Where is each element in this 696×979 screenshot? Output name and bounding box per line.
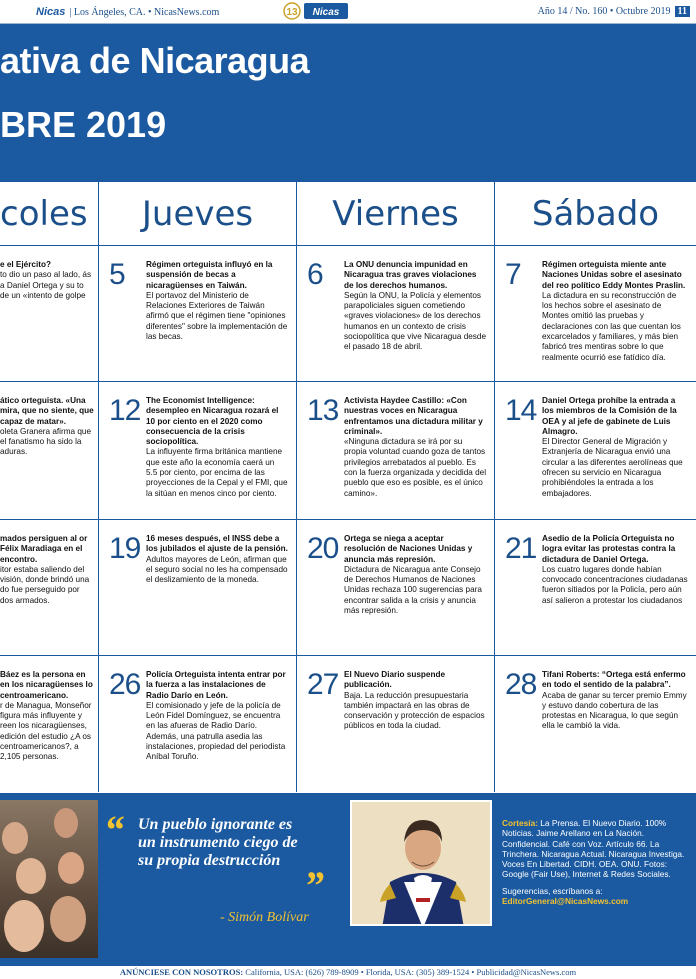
- day-number: 6: [307, 258, 323, 291]
- calendar-grid: [0, 182, 696, 792]
- day-number: 19: [109, 532, 141, 565]
- cell-text: Daniel Ortega prohíbe la entrada a los miembros de la Comisión de la OEA y al jefe de gabinete de Luis Almagro. El Director General de Migración y Extranjería de Nicaragua envió una circular a las diferentes aerolíneas que ofrecen su servicio en Nicaragua prohibiéndoles la entrada a los embajadores.: [542, 396, 683, 498]
- day-number: 5: [109, 258, 125, 291]
- day-header-wednesday: coles: [0, 182, 99, 246]
- cell-text: Policía Orteguista intenta entrar por la fuerza a las instalaciones de Radio Darío en León. El comisionado y jefe de la policía de León Fidel Domínguez, se encuentra en las afueras de Radio Darío. Además, una patrulla asedia las instalaciones, propiedad del periodista Aníbal Toruño.: [146, 670, 286, 762]
- cell-text: 16 meses después, el INSS debe a los jubilados el ajuste de la pensión. Adultos mayores de León, afirman que el seguro social no les ha compensado el deslizamiento de la moneda.: [146, 534, 288, 585]
- header-location: [36, 6, 219, 18]
- cell-text: Activista Haydee Castillo: «Con nuestras voces en Nicaragua enfrentamos una dictadura militar y criminal». «Ninguna dictadura se irá por su propia voluntad cuando goza de tantos privilegios arrebatados al pueblo. Es con la fuerza organizada y decidida del pueblo que eso es posible, es el único camino».: [344, 396, 487, 498]
- day-number: 7: [505, 258, 521, 291]
- calendar-cell: [297, 246, 495, 382]
- cell-text: Tifani Roberts: “Ortega está enfermo en todo el sentido de la palabra”. Acaba de ganar su tercer premio Emmy y estuvo dando cobertura de las protestas en Nicaragua, lo que según ella le cambió la vida.: [542, 670, 687, 731]
- day-number: 21: [505, 532, 537, 565]
- credits-text: La Prensa. El Nuevo Diario. 100% Noticias. Jaime Arellano en La Nación. Confidencial. Café con Voz. Artículo 66. La Trinchera. Nicaragua Actual. Nicaragua Investiga. Voces En Libertad. CIDH. OEA. ONU. Fotos: Google (Fair Use), Internet & Redes Sociales.: [502, 818, 685, 880]
- svg-text:Nicas: Nicas: [312, 7, 340, 18]
- cell-text: Régimen orteguista miente ante Naciones Unidas sobre el asesinato del reo político Eddy Montes Praslin. La dictadura en su reconstrucción de los hechos sobre el asesinato de Montes omitió las pruebas y declaraciones con las que cuentan los excarcelados y familiares, y más bien fabricó tres mentiras sobre lo que realmente ocurrió ese fatídico día.: [542, 260, 686, 362]
- advertise-footer: [0, 965, 696, 979]
- calendar-cell: [0, 382, 99, 520]
- calendar-cell: [0, 656, 99, 792]
- calendar-cell: [297, 520, 495, 656]
- cell-text: Asedio de la Policía Orteguista no logra evitar las protestas contra la dictadura de Daniel Ortega. Los cuatro lugares donde habían convocado concentraciones ciudadanas fueron sitiados por la Policía, pero aún así salieron a protestar los ciudadanos: [542, 534, 688, 605]
- credits-label: Cortesía:: [502, 818, 538, 828]
- calendar-cell: [297, 382, 495, 520]
- cell-text: Régimen orteguista influyó en la suspensión de becas a nicaragüenses en Taiwán. El portavoz del Ministerio de Relaciones Exteriores de Taiwán afirmó que el régimen tiene "opiniones diferentes" sobre la implementación de las becas.: [146, 260, 288, 342]
- calendar-cell: [0, 246, 99, 382]
- bolivar-portrait: [350, 800, 492, 926]
- cell-text: e el Ejército? to dio un paso al lado, ás a Daniel Ortega y su to de un «intento de golpe: [0, 260, 92, 300]
- suggest-text: Sugerencias, escríbanos a:: [502, 885, 603, 896]
- cell-text: The Economist Intelligence: desempleo en Nicaragua rozará el 10 por ciento en el 2020 como consecuencia de la crisis sociopolítica. La influyente firma británica mantiene que este año la economía caerá un 5.5 por ciento, por encima de las proyecciones de la Cepal y el FMI, que la sitúan en menos cinco por ciento.: [146, 396, 288, 498]
- calendar-cell: [495, 246, 696, 382]
- cell-text: Ortega se niega a aceptar resolución de Naciones Unidas y anuncia más represión. Dictadura de Nicaragua ante Consejo de Derechos Humanos de Naciones Unidas rechaza 100 sugerencias para encontrar salida a la crisis y anuncia más represión.: [344, 534, 482, 616]
- running-header: [0, 0, 696, 24]
- page-number: 11: [675, 6, 690, 17]
- quote-author: - Simón Bolívar: [220, 910, 309, 925]
- calendar-cell: [495, 656, 696, 792]
- day-number: 12: [109, 394, 141, 427]
- cell-text: mados persiguen al or Félix Maradiaga en el encontro. itor estaba saliendo del visión, donde brindó una do fue perseguido por dos armados.: [0, 534, 90, 605]
- calendar-cell: [99, 656, 297, 792]
- bolivar-quote: [104, 807, 340, 950]
- quote-text: Un pueblo ignorante es un instrumento ciego de su propia destrucción: [138, 816, 298, 869]
- day-header-thursday: Jueves: [99, 182, 297, 246]
- location-text: | Los Ángeles, CA. • NicasNews.com: [69, 7, 220, 18]
- day-number: 20: [307, 532, 339, 565]
- calendar-cell: [495, 382, 696, 520]
- close-quote-icon: ”: [304, 863, 324, 908]
- anniversary-logo-icon: [282, 1, 352, 21]
- cell-text: Báez es la persona en en los nicaragüenses lo centroamericano. r de Managua, Monseñor figura más influyente y reen los nicaragüenses, edición del estudio ¿A os centroamericanos?, a 2,105 personas.: [0, 670, 93, 762]
- open-quote-icon: “: [104, 807, 124, 852]
- editor-email-link[interactable]: EditorGeneral@NicasNews.com: [502, 896, 629, 907]
- portrait-illustration-icon: [352, 802, 492, 926]
- day-header-saturday: Sábado: [495, 182, 696, 246]
- day-number: 13: [307, 394, 339, 427]
- issue-text: Año 14 / No. 160 • Octubre 2019: [537, 6, 671, 17]
- credits-block: [502, 818, 690, 912]
- calendar-cell: [0, 520, 99, 656]
- footer-contact: California, USA: (626) 789-8909 • Florida, USA: (305) 389-1524 • Publicidad@NicasNews.com: [245, 967, 577, 977]
- page-title: ativa de Nicaragua: [0, 40, 310, 81]
- day-number: 26: [109, 668, 141, 701]
- footer-label: ANÚNCIESE CON NOSOTROS:: [119, 967, 244, 977]
- cell-text: El Nuevo Diario suspende publicación. Baja. La reducción presupuestaria también impactará en las obras de conservación y protección de espacios públicos en toda la ciudad.: [344, 670, 485, 731]
- issue-info: [538, 6, 690, 17]
- calendar-cell: [99, 246, 297, 382]
- day-number: 27: [307, 668, 339, 701]
- day-number: 14: [505, 394, 537, 427]
- day-header-friday: Viernes: [297, 182, 495, 246]
- page-subtitle: BRE 2019: [0, 104, 167, 145]
- svg-text:13: 13: [286, 7, 298, 18]
- group-photo: [0, 800, 98, 958]
- calendar-cell: [99, 520, 297, 656]
- day-number: 28: [505, 668, 537, 701]
- cell-text: ático orteguista. «Una mira, que no siente, que capaz de matar». oleta Granera afirma que el fanatismo ha sido la aduras.: [0, 396, 94, 457]
- calendar-cell: [297, 656, 495, 792]
- calendar-cell: [99, 382, 297, 520]
- nicas-logo-small: Nicas: [36, 6, 66, 18]
- calendar-cell: [495, 520, 696, 656]
- cell-text: La ONU denuncia impunidad en Nicaragua tras graves violaciones de los derechos humanos. Según la ONU, la Policía y elementos parapoliciales siguen cometiendo «graves violaciones» de los derechos humanos en un contexto de crisis sociopolítica que vive Nicaragua desde el pasado 18 de abril.: [344, 260, 487, 352]
